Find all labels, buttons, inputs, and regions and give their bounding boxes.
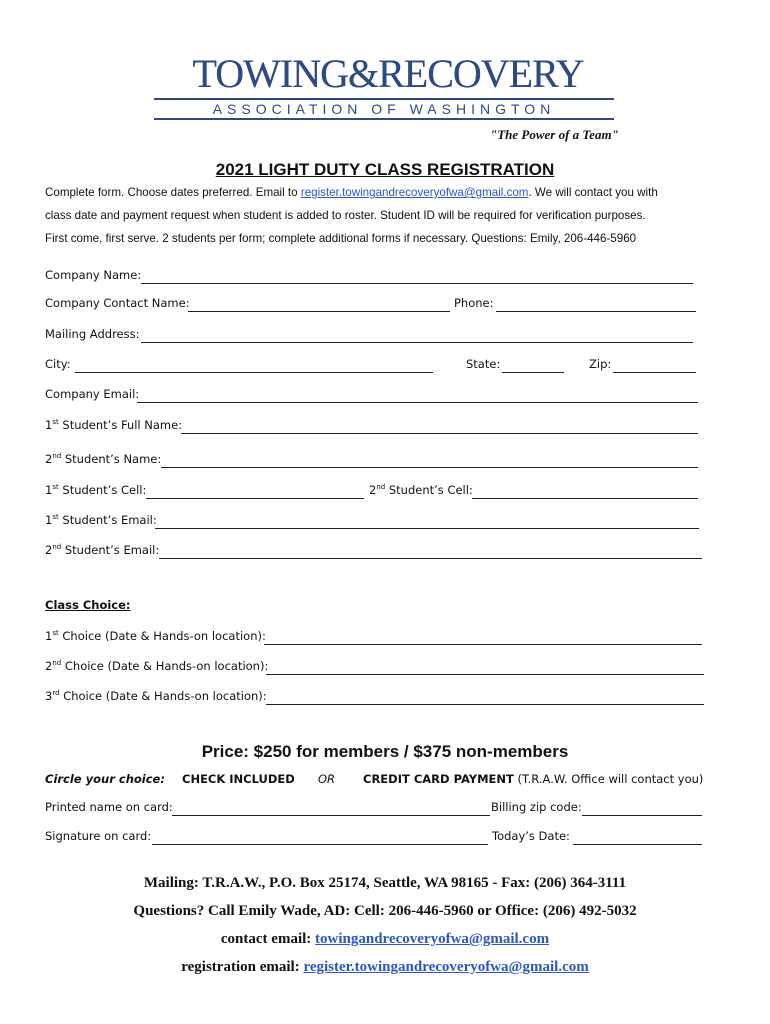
label-text: Choice (Date & Hands-on location): [58,629,266,643]
ordinal-number: 1 [45,513,53,527]
choice3-label [45,689,267,703]
label-text: Student’s Name: [61,452,162,466]
choice1-input[interactable] [264,644,702,645]
registration-email-link[interactable]: register.towingandrecoveryofwa@gmail.com [300,186,529,199]
logo-main-text: TOWING&RECOVERY [192,51,584,96]
intro-text-b: . We will contact you with [528,186,658,199]
student2-name-label [45,452,161,466]
ordinal-suffix: rd [52,689,60,698]
contact-email-link[interactable]: towingandrecoveryofwa@gmail.com [315,931,550,947]
ordinal-number: 1 [45,483,53,497]
logo-rule-bottom [154,118,614,120]
ordinal-number: 1 [45,629,53,643]
label-text: Student’s Cell: [385,483,473,497]
label-text: Choice (Date & Hands-on location): [61,659,269,673]
student1-name-label [45,418,182,432]
company-name-input[interactable] [141,283,693,284]
circle-choice-label: Circle your choice: [45,772,165,786]
contact-email-label: contact email: [220,931,316,947]
student2-cell-input[interactable] [472,498,698,499]
ordinal-suffix: st [52,513,59,522]
state-input[interactable] [502,372,564,373]
footer-mailing: Mailing: T.R.A.W., P.O. Box 25174, Seattle, WA 98165 - Fax: (206) 364-3111 [143,875,627,891]
choice2-input[interactable] [266,674,704,675]
company-email-label: Company Email: [45,387,140,401]
ordinal-number: 3 [45,689,53,703]
company-contact-label: Company Contact Name: [45,296,190,310]
intro-line-2: class date and payment request when student is added to roster. Student ID will be required for verification purposes. [45,209,646,222]
intro-line-1 [45,186,658,199]
phone-label: Phone: [454,296,494,310]
intro-line-3: First come, first serve. 2 students per form; complete additional forms if necessary. Questions: Emily, 206-446-5960 [45,232,637,245]
ordinal-suffix: nd [52,452,62,461]
logo-sub-text: ASSOCIATION OF WASHINGTON [212,101,556,117]
zip-label: Zip: [589,357,612,371]
company-email-input[interactable] [137,402,698,403]
todays-date-input[interactable] [573,844,702,845]
ordinal-suffix: nd [52,543,62,552]
company-contact-input[interactable] [188,311,450,312]
student1-email-input[interactable] [155,528,699,529]
student2-email-input[interactable] [159,558,702,559]
signature-input[interactable] [152,844,488,845]
student1-cell-label [45,483,146,497]
student1-cell-input[interactable] [146,498,364,499]
footer-registration-email-link[interactable]: register.towingandrecoveryofwa@gmail.com [303,959,589,975]
credit-card-label: CREDIT CARD PAYMENT [363,772,514,786]
logo-rule-top [154,98,614,100]
phone-input[interactable] [496,311,696,312]
ordinal-number: 2 [45,543,53,557]
footer-contact [0,931,770,948]
label-text: Student’s Cell: [58,483,147,497]
form-title: 2021 LIGHT DUTY CLASS REGISTRATION [215,160,555,179]
company-name-label: Company Name: [45,268,142,282]
printed-name-label: Printed name on card: [45,800,173,814]
mailing-address-input[interactable] [141,342,693,343]
ordinal-number: 1 [45,418,53,432]
student2-name-input[interactable] [161,467,698,468]
signature-label: Signature on card: [45,829,152,843]
logo-band [154,98,614,120]
choice2-label [45,659,268,673]
intro-text-a: Complete form. Choose dates preferred. Email to [45,186,301,199]
footer-questions: Questions? Call Emily Wade, AD: Cell: 206-446-5960 or Office: (206) 492-5032 [133,903,637,919]
association-logo [140,52,640,130]
price-heading: Price: $250 for members / $375 non-members [201,742,569,761]
choice1-label [45,629,266,643]
label-text: Student’s Full Name: [58,418,183,432]
registration-email-label: registration email: [181,959,304,975]
credit-card-note: (T.R.A.W. Office will contact you) [513,772,704,786]
billing-zip-input[interactable] [582,815,702,816]
ordinal-number: 2 [45,659,53,673]
city-input[interactable] [75,372,433,373]
student1-name-input[interactable] [181,433,698,434]
student2-cell-label [369,483,473,497]
ordinal-suffix: st [52,483,59,492]
ordinal-suffix: nd [52,659,62,668]
label-text: Student’s Email: [61,543,160,557]
student2-email-label [45,543,159,557]
city-label: City: [45,357,71,371]
label-text: Choice (Date & Hands-on location): [59,689,267,703]
footer-registration [0,959,770,976]
state-label: State: [466,357,501,371]
choice3-input[interactable] [266,704,704,705]
ordinal-suffix: nd [376,483,386,492]
mailing-address-label: Mailing Address: [45,327,140,341]
student1-email-label [45,513,157,527]
ordinal-number: 2 [369,483,377,497]
ordinal-suffix: st [52,629,59,638]
ordinal-suffix: st [52,418,59,427]
billing-zip-label: Billing zip code: [491,800,582,814]
check-included-option[interactable]: CHECK INCLUDED [182,772,295,786]
todays-date-label: Today’s Date: [492,829,570,843]
or-text: OR [318,772,336,786]
ordinal-number: 2 [45,452,53,466]
label-text: Student’s Email: [58,513,157,527]
tagline: "The Power of a Team" [490,127,619,142]
printed-name-input[interactable] [172,815,490,816]
class-choice-heading: Class Choice: [45,598,131,612]
credit-card-option[interactable] [363,772,703,786]
zip-input[interactable] [613,372,696,373]
